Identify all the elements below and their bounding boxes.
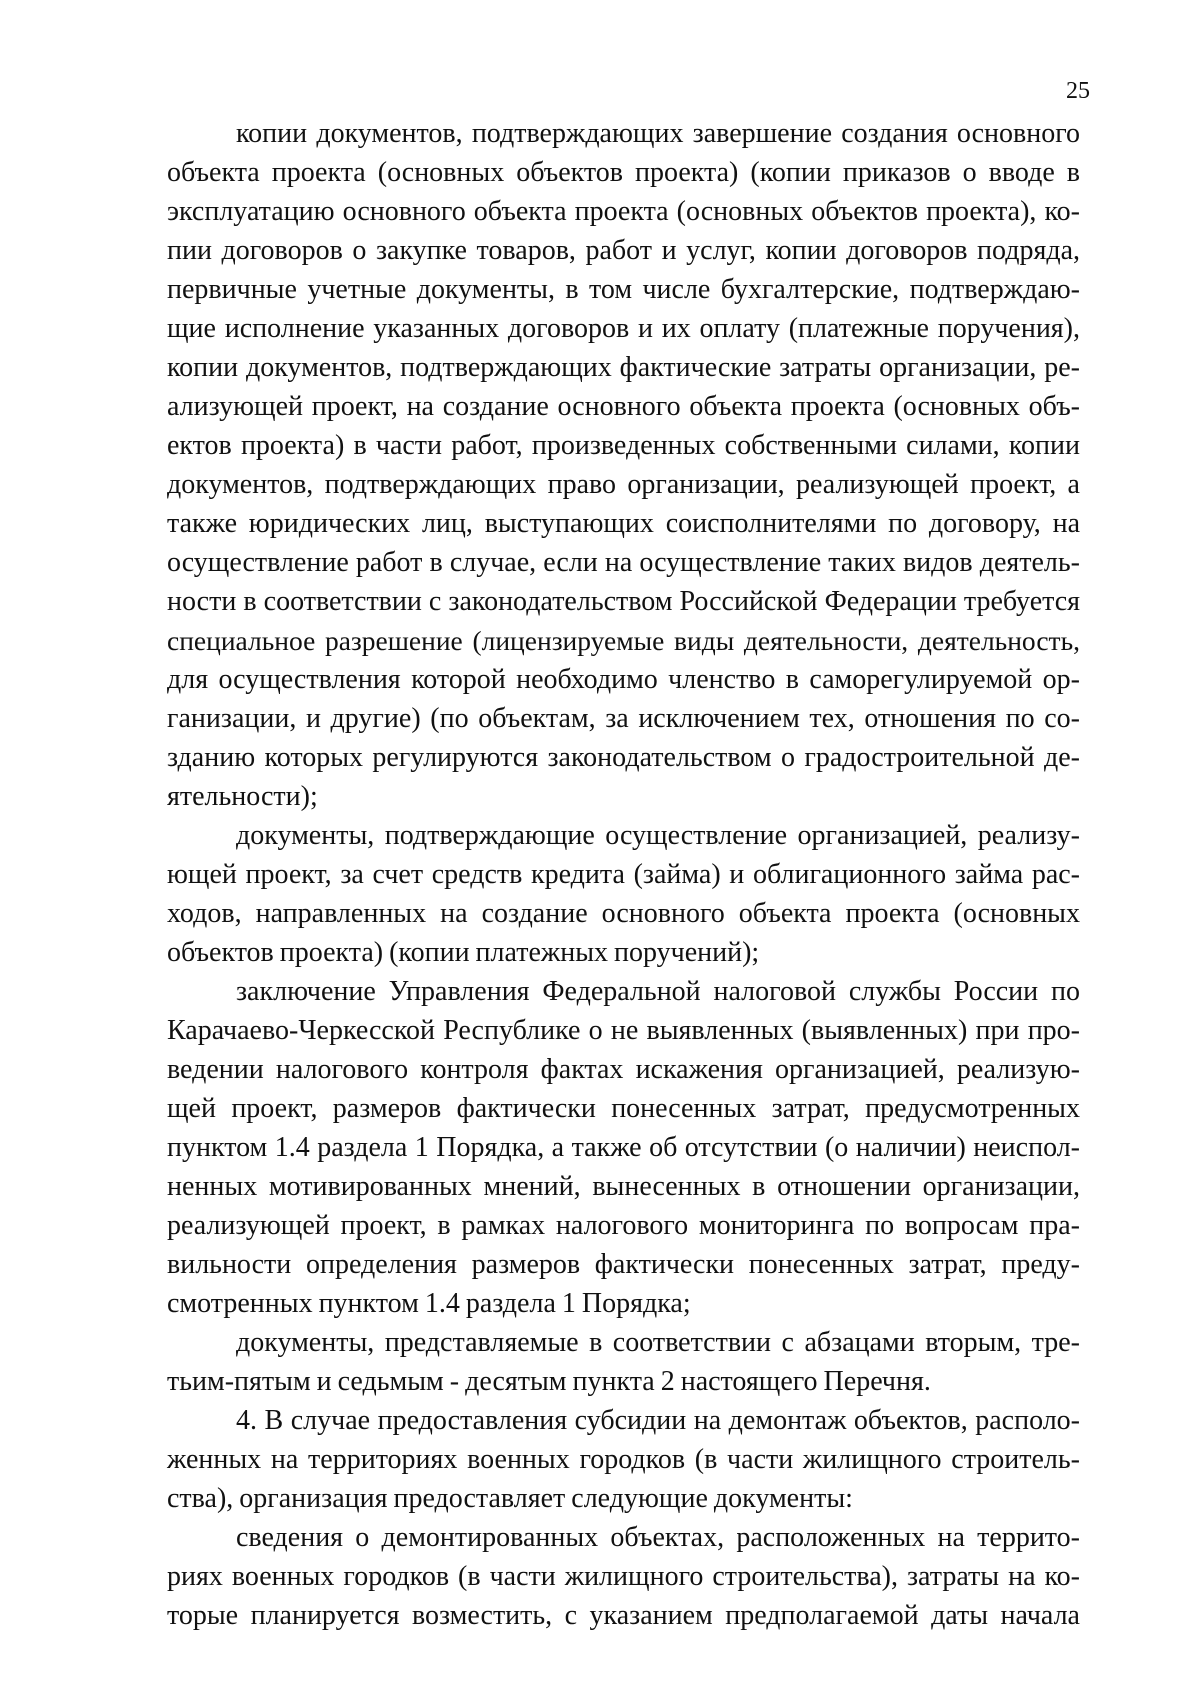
text-line: ятельности); [167,781,318,812]
text-line: вильности определения размеров фактически понесенных затрат, преду- [167,1249,1080,1280]
text-line: смотренных пунктом 1.4 раздела 1 Порядка; [167,1288,691,1319]
text-line: копии документов, подтверждающих завершение создания основного [236,118,1080,149]
text-line: заключение Управления Федеральной налоговой службы России по [236,976,1080,1007]
text-line: щей проект, размеров фактически понесенных затрат, предусмотренных [167,1093,1080,1124]
text-line: документы, представляемые в соответствии с абзацами вторым, тре- [236,1327,1080,1358]
text-line: документов, подтверждающих право организации, реализующей проект, а [167,469,1080,500]
text-line: первичные учетные документы, в том числе бухгалтерские, подтверждаю- [167,274,1080,305]
text-line: риях военных городков (в части жилищного строительства), затраты на ко- [167,1561,1080,1592]
text-line: ненных мотивированных мнений, вынесенных в отношении организации, [167,1171,1080,1202]
text-line: щие исполнение указанных договоров и их оплату (платежные поручения), [167,313,1080,344]
text-line: ектов проекта) в части работ, произведенных собственными силами, копии [167,430,1080,461]
text-line: ганизации, и другие) (по объектам, за исключением тех, отношения по со- [167,703,1080,734]
text-line: также юридических лиц, выступающих соисполнителями по договору, на [167,508,1080,539]
text-line: пунктом 1.4 раздела 1 Порядка, а также об отсутствии (о наличии) неиспол- [167,1132,1080,1163]
text-line: реализующей проект, в рамках налогового мониторинга по вопросам пра- [167,1210,1080,1241]
text-line: ющей проект, за счет средств кредита (займа) и облигационного займа рас- [167,859,1080,890]
text-line: пии договоров о закупке товаров, работ и услуг, копии договоров подряда, [167,235,1080,266]
text-line: документы, подтверждающие осуществление организацией, реализу- [236,820,1080,851]
text-line: ходов, направленных на создание основного объекта проекта (основных [167,898,1080,929]
text-line: ности в соответствии с законодательством Российской Федерации требуется [167,586,1080,617]
text-line: осуществление работ в случае, если на осуществление таких видов деятель- [167,547,1080,578]
text-line: 4. В случае предоставления субсидии на демонтаж объектов, располо- [236,1405,1080,1436]
text-line: женных на территориях военных городков (в части жилищного строитель- [167,1444,1080,1475]
text-line: зданию которых регулируются законодательством о градостроительной де- [167,742,1080,773]
text-line: эксплуатацию основного объекта проекта (основных объектов проекта), ко- [167,196,1080,227]
text-line: Карачаево-Черкесской Республике о не выявленных (выявленных) при про- [167,1015,1080,1046]
text-line: ализующей проект, на создание основного объекта проекта (основных объ- [167,391,1080,422]
document-body [167,114,1080,1635]
text-line: объекта проекта (основных объектов проекта) (копии приказов о вводе в [167,157,1080,188]
text-line: объектов проекта) (копии платежных поручений); [167,937,760,968]
text-line: ства), организация предоставляет следующие документы: [167,1483,853,1514]
text-line: торые планируется возместить, с указанием предполагаемой даты начала [167,1600,1080,1631]
text-line: сведения о демонтированных объектах, расположенных на террито- [236,1522,1080,1553]
text-line: для осуществления которой необходимо членство в саморегулируемой ор- [167,664,1080,695]
text-line: специальное разрешение (лицензируемые виды деятельности, деятельность, [167,625,1080,656]
text-line: тьим-пятым и седьмым - десятым пункта 2 настоящего Перечня. [167,1366,931,1397]
page-number: 25 [1066,78,1090,104]
text-line: копии документов, подтверждающих фактические затраты организации, ре- [167,352,1080,383]
text-line: ведении налогового контроля фактах искажения организацией, реализую- [167,1054,1080,1085]
